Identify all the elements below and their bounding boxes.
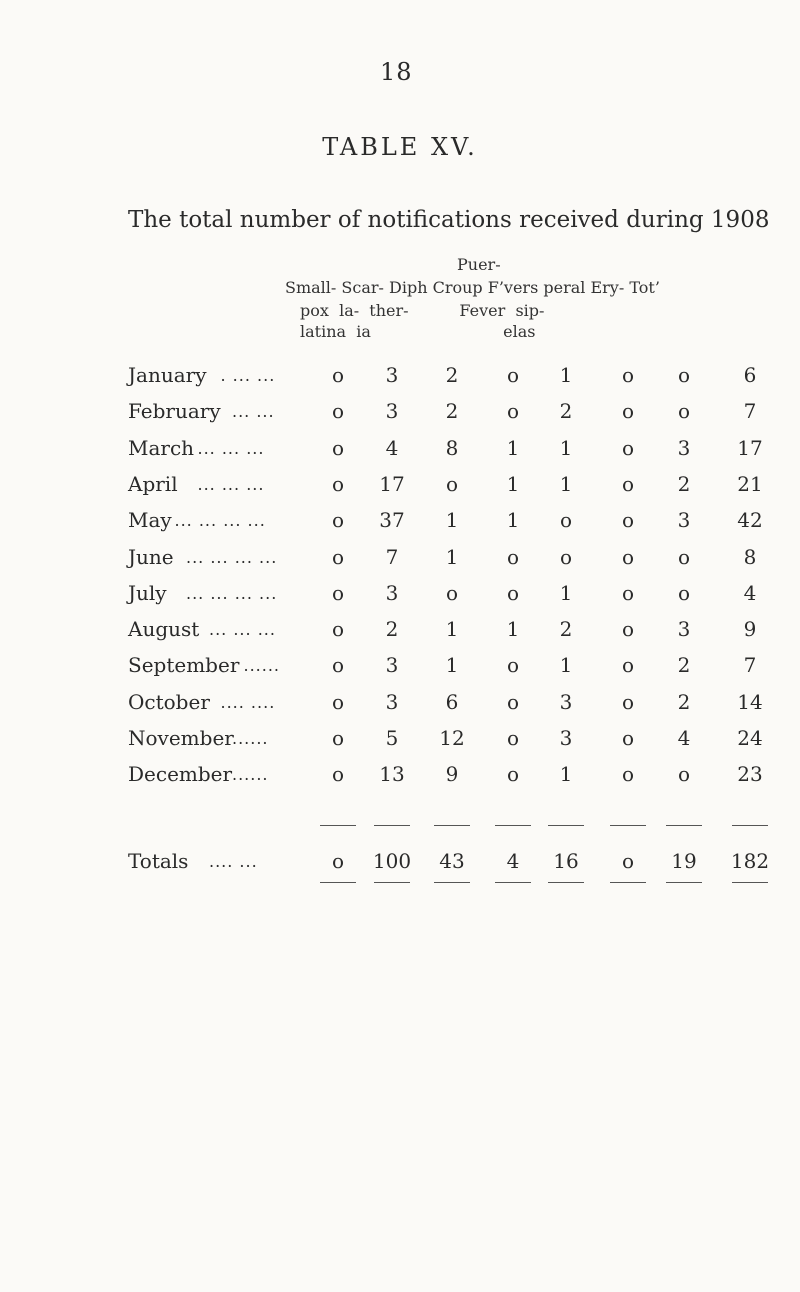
month-row-cell: 4 bbox=[743, 580, 757, 605]
totals-row-cell: 182 bbox=[730, 849, 770, 873]
month-row-cell: o bbox=[677, 762, 691, 787]
header-line-2: Small- Scar- Diph Croup F’vers peral Ery- Tot’ bbox=[285, 278, 660, 297]
month-row-leader-dots: ...... bbox=[232, 765, 269, 785]
month-row-label: November bbox=[128, 726, 234, 750]
month-row-cell: o bbox=[621, 726, 635, 750]
totals-row-label: Totals bbox=[128, 849, 189, 873]
month-row-cell: o bbox=[506, 653, 520, 678]
month-row-cell: 1 bbox=[445, 617, 459, 642]
month-row-cell: o bbox=[621, 617, 635, 642]
month-row-leader-dots: ... ... ... ... bbox=[174, 511, 266, 531]
month-row-cell: 4 bbox=[385, 435, 399, 460]
month-row-cell: 37 bbox=[379, 508, 405, 533]
month-row-cell: 3 bbox=[385, 689, 399, 714]
month-row-cell: 1 bbox=[559, 363, 573, 387]
month-row-cell: 7 bbox=[743, 653, 757, 678]
month-row-label: April bbox=[128, 471, 178, 496]
month-row-cell: 1 bbox=[559, 653, 573, 678]
month-row-cell: 13 bbox=[379, 762, 405, 787]
month-row-cell: o bbox=[506, 399, 520, 424]
month-row-cell: 9 bbox=[743, 617, 757, 642]
month-row-label: June bbox=[128, 544, 174, 569]
rule-below-totals bbox=[666, 882, 702, 883]
month-row-leader-dots: ... ... ... ... bbox=[186, 547, 278, 567]
month-row-leader-dots: ... ... ... bbox=[197, 438, 265, 458]
month-row-cell: 6 bbox=[445, 689, 459, 714]
month-row-cell: 1 bbox=[559, 580, 573, 605]
month-row-cell: o bbox=[331, 689, 345, 714]
month-row-cell: o bbox=[331, 617, 345, 642]
month-row-cell: 1 bbox=[506, 617, 520, 642]
month-row-cell: 42 bbox=[737, 508, 763, 533]
month-row-cell: o bbox=[506, 726, 520, 750]
month-row-cell: 1 bbox=[445, 544, 459, 569]
totals-row-cell: 43 bbox=[439, 849, 465, 873]
rule-above-totals bbox=[666, 825, 702, 826]
month-row-cell: 17 bbox=[737, 435, 763, 460]
totals-row-cell: o bbox=[331, 849, 345, 873]
month-row-cell: o bbox=[621, 399, 635, 424]
month-row-cell: 1 bbox=[506, 471, 520, 496]
month-row-cell: o bbox=[621, 363, 635, 387]
rule-above-totals bbox=[548, 825, 584, 826]
month-row-cell: 5 bbox=[385, 726, 399, 750]
month-row-cell: 3 bbox=[385, 399, 399, 424]
month-row-cell: 3 bbox=[677, 617, 691, 642]
month-row-cell: 1 bbox=[445, 653, 459, 678]
month-row-cell: o bbox=[331, 544, 345, 569]
month-row-cell: 12 bbox=[439, 726, 465, 750]
month-row-cell: 6 bbox=[743, 363, 757, 387]
month-row-cell: o bbox=[621, 762, 635, 787]
month-row-leader-dots: ...... bbox=[243, 656, 281, 676]
rule-below-totals bbox=[495, 882, 531, 883]
month-row-cell: o bbox=[677, 399, 691, 424]
month-row-cell: o bbox=[621, 689, 635, 714]
month-row-cell: 2 bbox=[445, 399, 459, 424]
month-row-cell: o bbox=[621, 508, 635, 533]
rule-above-totals bbox=[610, 825, 646, 826]
month-row-leader-dots: ...... bbox=[232, 729, 269, 748]
month-row-cell: o bbox=[506, 689, 520, 714]
month-row-label: May bbox=[128, 508, 172, 533]
header-line-1: Puer- bbox=[457, 255, 501, 274]
month-row-cell: 2 bbox=[445, 363, 459, 387]
table-title: TABLE XV. bbox=[322, 133, 478, 161]
month-row-cell: o bbox=[677, 544, 691, 569]
month-row-cell: 2 bbox=[559, 617, 573, 642]
month-row-cell: o bbox=[559, 508, 573, 533]
month-row-label: March bbox=[128, 435, 195, 460]
rule-above-totals bbox=[320, 825, 356, 826]
month-row-cell: 1 bbox=[506, 508, 520, 533]
rule-below-totals bbox=[732, 882, 768, 883]
rule-below-totals bbox=[374, 882, 410, 883]
month-row-cell: o bbox=[331, 580, 345, 605]
rule-below-totals bbox=[548, 882, 584, 883]
table-caption: The total number of notifications received during 1908 bbox=[128, 207, 770, 233]
month-row-cell: o bbox=[506, 544, 520, 569]
month-row-cell: 3 bbox=[385, 363, 399, 387]
month-row-leader-dots: . ... ... bbox=[220, 366, 276, 385]
month-row-cell: 21 bbox=[737, 471, 763, 496]
month-row-cell: 2 bbox=[559, 399, 573, 424]
month-row-cell: 8 bbox=[743, 544, 757, 569]
month-row-label: February bbox=[128, 399, 221, 424]
month-row-cell: 2 bbox=[677, 653, 691, 678]
month-row-cell: o bbox=[506, 580, 520, 605]
rule-above-totals bbox=[374, 825, 410, 826]
month-row-cell: o bbox=[331, 762, 345, 787]
month-row-cell: o bbox=[621, 471, 635, 496]
month-row-cell: o bbox=[621, 544, 635, 569]
month-row-cell: 3 bbox=[559, 689, 573, 714]
month-row-cell: 17 bbox=[379, 471, 405, 496]
totals-row-leader-dots: .... ... bbox=[209, 852, 258, 871]
month-row-cell: 2 bbox=[677, 689, 691, 714]
month-row-cell: 3 bbox=[385, 653, 399, 678]
rule-above-totals bbox=[495, 825, 531, 826]
month-row-cell: 8 bbox=[445, 435, 459, 460]
month-row-label: August bbox=[128, 617, 200, 642]
month-row-cell: o bbox=[331, 653, 345, 678]
rule-above-totals bbox=[732, 825, 768, 826]
totals-row-cell: 100 bbox=[372, 849, 412, 873]
month-row-leader-dots: ... ... bbox=[232, 402, 275, 422]
month-row-cell: o bbox=[677, 363, 691, 387]
month-row-cell: o bbox=[331, 508, 345, 533]
month-row-cell: 14 bbox=[737, 689, 763, 714]
page-number: 18 bbox=[380, 58, 413, 86]
month-row-cell: 7 bbox=[385, 544, 399, 569]
month-row-leader-dots: ... ... ... ... bbox=[186, 583, 278, 603]
header-line-4: latina ia elas bbox=[300, 322, 536, 341]
month-row-cell: 23 bbox=[737, 762, 763, 787]
month-row-cell: o bbox=[621, 653, 635, 678]
month-row-cell: 3 bbox=[677, 435, 691, 460]
month-row-cell: 1 bbox=[559, 471, 573, 496]
month-row-cell: 3 bbox=[385, 580, 399, 605]
month-row-cell: o bbox=[445, 471, 459, 496]
month-row-cell: o bbox=[331, 363, 345, 387]
month-row-cell: 2 bbox=[677, 471, 691, 496]
month-row-label: September bbox=[128, 653, 240, 678]
month-row-cell: o bbox=[677, 580, 691, 605]
rule-below-totals bbox=[610, 882, 646, 883]
month-row-cell: 1 bbox=[559, 762, 573, 787]
month-row-leader-dots: ... ... ... bbox=[209, 620, 276, 640]
month-row-cell: o bbox=[331, 399, 345, 424]
month-row-cell: o bbox=[506, 363, 520, 387]
month-row-cell: 2 bbox=[385, 617, 399, 642]
month-row-cell: o bbox=[445, 580, 459, 605]
month-row-cell: 24 bbox=[737, 726, 763, 750]
month-row-leader-dots: .... .... bbox=[220, 692, 276, 712]
month-row-cell: o bbox=[559, 544, 573, 569]
rule-below-totals bbox=[320, 882, 356, 883]
month-row-cell: o bbox=[331, 726, 345, 750]
header-line-3: pox la- ther- Fever sip- bbox=[300, 301, 545, 320]
month-row-cell: o bbox=[621, 580, 635, 605]
month-row-label: January bbox=[128, 363, 207, 387]
rule-above-totals bbox=[434, 825, 470, 826]
month-row-cell: o bbox=[331, 471, 345, 496]
month-row-label: July bbox=[128, 580, 167, 605]
month-row-cell: o bbox=[621, 435, 635, 460]
month-row-leader-dots: ... ... ... bbox=[197, 474, 265, 494]
month-row-cell: 4 bbox=[677, 726, 691, 750]
month-row-cell: 1 bbox=[559, 435, 573, 460]
rule-below-totals bbox=[434, 882, 470, 883]
month-row-cell: 1 bbox=[506, 435, 520, 460]
month-row-cell: 9 bbox=[445, 762, 459, 787]
month-row-cell: 3 bbox=[677, 508, 691, 533]
totals-row-cell: o bbox=[621, 849, 635, 873]
totals-row-cell: 16 bbox=[553, 849, 579, 873]
totals-row-cell: 19 bbox=[671, 849, 697, 873]
month-row-label: October bbox=[128, 689, 210, 714]
month-row-cell: 7 bbox=[743, 399, 757, 424]
month-row-cell: o bbox=[331, 435, 345, 460]
month-row-cell: 1 bbox=[445, 508, 459, 533]
month-row-cell: 3 bbox=[559, 726, 573, 750]
totals-row-cell: 4 bbox=[506, 849, 520, 873]
month-row-label: December bbox=[128, 762, 233, 787]
month-row-cell: o bbox=[506, 762, 520, 787]
